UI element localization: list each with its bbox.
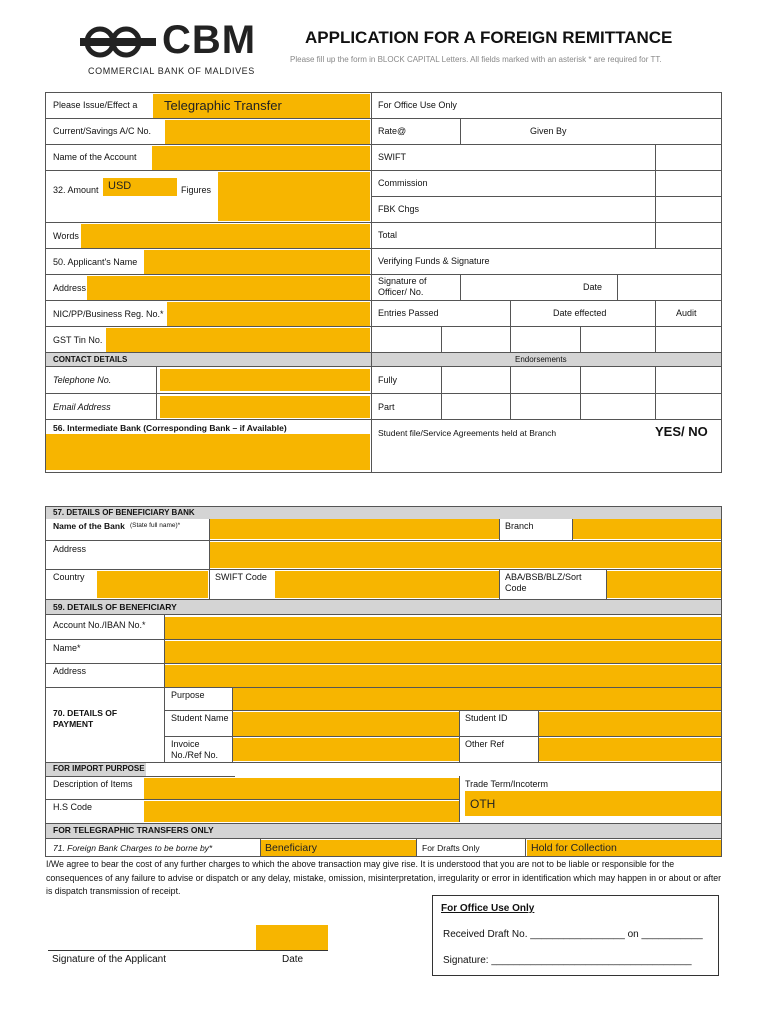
- sig-officer-label: Signature of Officer/ No.: [378, 276, 427, 298]
- branch-field[interactable]: [573, 519, 721, 539]
- received-draft-line: Received Draft No. _________________ on ___________: [443, 929, 703, 940]
- bank-name-label: Name of the Bank: [53, 521, 125, 531]
- hs-code-field[interactable]: [144, 801, 459, 822]
- issue-value: Telegraphic Transfer: [164, 98, 282, 113]
- intermediate-field[interactable]: [46, 434, 370, 470]
- beneficiary-name-label: Name*: [53, 643, 81, 653]
- bank-address-label: Address: [53, 544, 87, 554]
- commission-label: Commission: [378, 178, 428, 188]
- purpose-label: Purpose: [171, 690, 205, 700]
- audit-label: Audit: [676, 308, 697, 318]
- swift-code-field[interactable]: [275, 571, 499, 598]
- beneficiary-name-field[interactable]: [165, 641, 721, 663]
- account-name-field[interactable]: [152, 146, 370, 170]
- other-ref-field[interactable]: [539, 738, 721, 761]
- email-label: Email Address: [53, 402, 111, 412]
- beneficiary-account-label: Account No./IBAN No.*: [53, 620, 146, 630]
- fully-label: Fully: [378, 375, 398, 385]
- invoice-field[interactable]: [233, 738, 459, 761]
- student-file-label: Student file/Service Agreements held at Branch: [378, 428, 557, 438]
- brand-name: CBM: [162, 18, 257, 62]
- words-label: Words: [53, 231, 79, 241]
- applicant-label: 50. Applicant's Name: [53, 257, 138, 267]
- trade-term-value: OTH: [470, 797, 496, 811]
- amount-words-field[interactable]: [81, 224, 370, 248]
- charges-label: 71. Foreign Bank Charges to be borne by*: [53, 843, 213, 853]
- account-field[interactable]: [165, 120, 370, 144]
- entries-label: Entries Passed: [378, 308, 439, 318]
- trade-term-label: Trade Term/Incoterm: [465, 779, 549, 789]
- aba-label: ABA/BSB/BLZ/Sort Code: [505, 572, 582, 594]
- student-name-label: Student Name: [171, 713, 229, 723]
- office-box-title: For Office Use Only: [441, 903, 535, 914]
- nic-label: NIC/PP/Business Reg. No.*: [53, 309, 164, 319]
- import-section: FOR IMPORT PURPOSE: [53, 764, 145, 773]
- signature-date-label: Date: [282, 954, 304, 965]
- office-header: For Office Use Only: [378, 100, 457, 110]
- other-ref-label: Other Ref: [465, 739, 505, 749]
- amount-currency-value: USD: [108, 180, 132, 192]
- beneficiary-address-field[interactable]: [165, 665, 721, 687]
- swift-label: SWIFT: [378, 152, 406, 162]
- aba-field[interactable]: [607, 571, 721, 598]
- total-label: Total: [378, 230, 398, 240]
- description-label: Description of Items: [53, 779, 133, 789]
- signature-date-field[interactable]: [256, 925, 328, 950]
- rate-label: Rate@: [378, 126, 407, 136]
- gst-label: GST Tin No.: [53, 335, 103, 345]
- nic-field[interactable]: [167, 302, 370, 326]
- bank-name-hint: (State full name)*: [130, 522, 181, 529]
- telephone-label: Telephone No.: [53, 375, 112, 385]
- page-title: APPLICATION FOR A FOREIGN REMITTANCE: [305, 28, 673, 47]
- student-name-field[interactable]: [233, 712, 459, 736]
- cbm-logo: [80, 20, 265, 78]
- country-label: Country: [53, 572, 85, 582]
- beneficiary-address-label: Address: [53, 666, 87, 676]
- signature-line: [48, 950, 328, 951]
- form-instruction: Please fill up the form in BLOCK CAPITAL Letters. All fields marked with an asterisk * are required for TT.: [290, 55, 662, 64]
- office-signature-line: Signature: ____________________________________: [443, 955, 692, 966]
- brand-subtitle: COMMERCIAL BANK OF MALDIVES: [88, 66, 255, 76]
- bank-address-field[interactable]: [210, 542, 721, 568]
- email-field[interactable]: [160, 396, 370, 418]
- description-field[interactable]: [144, 778, 459, 799]
- hs-code-label: H.S Code: [53, 802, 93, 812]
- account-label: Current/Savings A/C No.: [53, 126, 152, 136]
- account-name-label: Name of the Account: [53, 152, 137, 162]
- yes-no-option[interactable]: YES/ NO: [655, 424, 708, 439]
- column-divider: [371, 92, 372, 473]
- country-field[interactable]: [97, 571, 208, 598]
- intermediate-label: 56. Intermediate Bank (Corresponding Bank – if Available): [53, 423, 287, 433]
- issue-label: Please Issue/Effect a: [53, 100, 138, 110]
- agreement-text: I/We agree to bear the cost of any further charges to which the above transaction may give rise. It is understood that you are not to be liable or responsible for the consequences of any failure to advise or dispatch or any delay, mistake, omission, misinterpretation, irregularity or error in identification which may happen in or about or after is dispatch transmission of receipt.: [46, 859, 722, 897]
- fbk-label: FBK Chgs: [378, 204, 420, 214]
- beneficiary-section: 59. DETAILS OF BENEFICIARY: [53, 602, 177, 612]
- part-label: Part: [378, 402, 395, 412]
- telephone-field[interactable]: [160, 369, 370, 391]
- trade-term-field[interactable]: [465, 791, 721, 816]
- amount-label: 32. Amount: [53, 185, 99, 195]
- date-effected-label: Date effected: [553, 308, 607, 318]
- beneficiary-account-field[interactable]: [165, 617, 721, 639]
- bank-name-field[interactable]: [210, 519, 499, 539]
- endorsements-label: Endorsements: [515, 355, 567, 364]
- branch-label: Branch: [505, 521, 534, 531]
- tt-section: FOR TELEGRAPHIC TRANSFERS ONLY: [53, 825, 214, 835]
- student-id-label: Student ID: [465, 713, 508, 723]
- invoice-label: Invoice No./Ref No.: [171, 739, 219, 761]
- payment-section: 70. DETAILS OF PAYMENT: [53, 708, 118, 729]
- drafts-value: Hold for Collection: [531, 842, 617, 854]
- figures-label: Figures: [181, 185, 212, 195]
- applicant-address-label: Address: [53, 283, 87, 293]
- charges-value: Beneficiary: [265, 842, 317, 854]
- given-by-label: Given By: [530, 126, 567, 136]
- applicant-signature-label: Signature of the Applicant: [52, 954, 166, 965]
- applicant-address-field[interactable]: [87, 276, 370, 300]
- student-id-field[interactable]: [539, 712, 721, 736]
- cbm-logo-icon: [80, 22, 158, 62]
- applicant-field[interactable]: [144, 250, 370, 274]
- purpose-field[interactable]: [233, 688, 721, 710]
- beneficiary-bank-section: 57. DETAILS OF BENEFICIARY BANK: [53, 508, 195, 517]
- verifying-label: Verifying Funds & Signature: [378, 256, 490, 266]
- gst-field[interactable]: [106, 328, 370, 352]
- contact-header: CONTACT DETAILS: [53, 355, 128, 364]
- drafts-label: For Drafts Only: [422, 843, 480, 853]
- amount-figures-field[interactable]: [218, 172, 370, 221]
- swift-code-label: SWIFT Code: [215, 572, 267, 582]
- office-date-label: Date: [583, 282, 603, 292]
